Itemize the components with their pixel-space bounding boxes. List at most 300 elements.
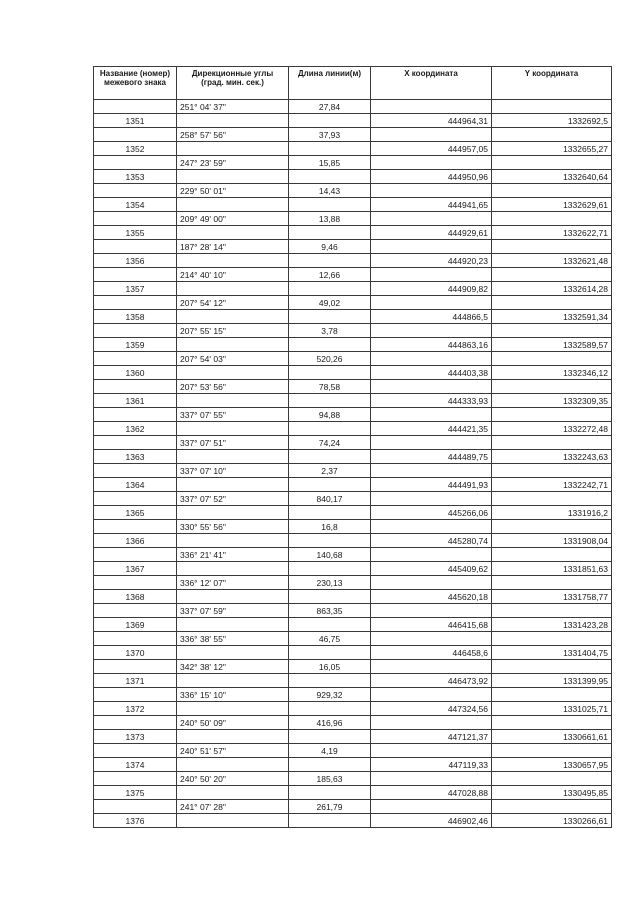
line-length-cell: 929,32 bbox=[289, 688, 371, 702]
segment-name-empty bbox=[94, 268, 177, 282]
direction-angle-cell: 240° 51' 57" bbox=[177, 744, 289, 758]
point-row bbox=[94, 170, 612, 184]
line-length-cell: 14,43 bbox=[289, 184, 371, 198]
x-coordinate-cell: 447324,56 bbox=[371, 702, 492, 716]
segment-y-empty bbox=[492, 492, 612, 506]
direction-angle-cell: 337° 07' 52" bbox=[177, 492, 289, 506]
segment-row bbox=[94, 688, 612, 702]
segment-name-empty bbox=[94, 156, 177, 170]
y-coordinate-cell: 1331025,71 bbox=[492, 702, 612, 716]
segment-x-empty bbox=[371, 212, 492, 226]
segment-y-empty bbox=[492, 800, 612, 814]
point-row bbox=[94, 590, 612, 604]
direction-angle-cell: 337° 07' 55" bbox=[177, 408, 289, 422]
segment-y-empty bbox=[492, 772, 612, 786]
mark-name-cell: 1373 bbox=[94, 730, 177, 744]
table-header-row bbox=[94, 67, 612, 100]
segment-name-empty bbox=[94, 688, 177, 702]
line-length-cell: 140,68 bbox=[289, 548, 371, 562]
point-angle-empty bbox=[177, 142, 289, 156]
x-coordinate-cell: 444941,65 bbox=[371, 198, 492, 212]
line-length-cell: 74,24 bbox=[289, 436, 371, 450]
segment-row bbox=[94, 128, 612, 142]
segment-row bbox=[94, 716, 612, 730]
point-row bbox=[94, 226, 612, 240]
point-row bbox=[94, 506, 612, 520]
segment-x-empty bbox=[371, 156, 492, 170]
segment-name-empty bbox=[94, 772, 177, 786]
segment-y-empty bbox=[492, 660, 612, 674]
segment-name-empty bbox=[94, 632, 177, 646]
direction-angle-cell: 241° 07' 28" bbox=[177, 800, 289, 814]
x-coordinate-cell: 446473,92 bbox=[371, 674, 492, 688]
mark-name-cell: 1362 bbox=[94, 422, 177, 436]
segment-y-empty bbox=[492, 324, 612, 338]
segment-x-empty bbox=[371, 408, 492, 422]
segment-y-empty bbox=[492, 436, 612, 450]
point-angle-empty bbox=[177, 198, 289, 212]
segment-name-empty bbox=[94, 716, 177, 730]
direction-angle-cell: 337° 07' 59" bbox=[177, 604, 289, 618]
point-angle-empty bbox=[177, 758, 289, 772]
point-length-empty bbox=[289, 702, 371, 716]
mark-name-cell: 1372 bbox=[94, 702, 177, 716]
line-length-cell: 230,13 bbox=[289, 576, 371, 590]
point-row bbox=[94, 618, 612, 632]
x-coordinate-cell: 444403,38 bbox=[371, 366, 492, 380]
mark-name-cell: 1370 bbox=[94, 646, 177, 660]
mark-name-cell: 1368 bbox=[94, 590, 177, 604]
y-coordinate-cell: 1332640,64 bbox=[492, 170, 612, 184]
segment-row bbox=[94, 240, 612, 254]
direction-angle-cell: 251° 04' 37" bbox=[177, 100, 289, 114]
segment-name-empty bbox=[94, 240, 177, 254]
direction-angle-cell: 258° 57' 56" bbox=[177, 128, 289, 142]
segment-x-empty bbox=[371, 492, 492, 506]
x-coordinate-cell: 444421,35 bbox=[371, 422, 492, 436]
segment-row bbox=[94, 296, 612, 310]
point-row bbox=[94, 422, 612, 436]
direction-angle-cell: 240° 50' 20" bbox=[177, 772, 289, 786]
point-angle-empty bbox=[177, 170, 289, 184]
x-coordinate-cell: 445280,74 bbox=[371, 534, 492, 548]
x-coordinate-cell: 444863,16 bbox=[371, 338, 492, 352]
point-length-empty bbox=[289, 170, 371, 184]
y-coordinate-cell: 1332243,63 bbox=[492, 450, 612, 464]
segment-row bbox=[94, 772, 612, 786]
segment-name-empty bbox=[94, 296, 177, 310]
y-coordinate-cell: 1331423,28 bbox=[492, 618, 612, 632]
point-row bbox=[94, 394, 612, 408]
point-angle-empty bbox=[177, 282, 289, 296]
y-coordinate-cell: 1331758,77 bbox=[492, 590, 612, 604]
mark-name-cell: 1375 bbox=[94, 786, 177, 800]
segment-x-empty bbox=[371, 128, 492, 142]
segment-x-empty bbox=[371, 100, 492, 114]
point-length-empty bbox=[289, 618, 371, 632]
x-coordinate-cell: 444333,93 bbox=[371, 394, 492, 408]
point-angle-empty bbox=[177, 590, 289, 604]
point-length-empty bbox=[289, 338, 371, 352]
segment-name-empty bbox=[94, 324, 177, 338]
direction-angle-cell: 336° 15' 10" bbox=[177, 688, 289, 702]
segment-x-empty bbox=[371, 688, 492, 702]
table-body bbox=[94, 100, 612, 828]
x-coordinate-cell: 444909,82 bbox=[371, 282, 492, 296]
direction-angle-cell: 207° 55' 15" bbox=[177, 324, 289, 338]
y-coordinate-cell: 1332272,48 bbox=[492, 422, 612, 436]
segment-y-empty bbox=[492, 100, 612, 114]
point-length-empty bbox=[289, 534, 371, 548]
point-row bbox=[94, 730, 612, 744]
direction-angle-cell: 207° 54' 12" bbox=[177, 296, 289, 310]
x-coordinate-cell: 444489,75 bbox=[371, 450, 492, 464]
point-angle-empty bbox=[177, 702, 289, 716]
y-coordinate-cell: 1332346,12 bbox=[492, 366, 612, 380]
point-length-empty bbox=[289, 282, 371, 296]
x-coordinate-cell: 444964,31 bbox=[371, 114, 492, 128]
point-row bbox=[94, 310, 612, 324]
segment-row bbox=[94, 604, 612, 618]
line-length-cell: 416,96 bbox=[289, 716, 371, 730]
point-angle-empty bbox=[177, 114, 289, 128]
segment-x-empty bbox=[371, 800, 492, 814]
mark-name-cell: 1359 bbox=[94, 338, 177, 352]
segment-name-empty bbox=[94, 380, 177, 394]
mark-name-cell: 1369 bbox=[94, 618, 177, 632]
direction-angle-cell: 337° 07' 10" bbox=[177, 464, 289, 478]
segment-name-empty bbox=[94, 548, 177, 562]
x-coordinate-cell: 446458,6 bbox=[371, 646, 492, 660]
mark-name-cell: 1353 bbox=[94, 170, 177, 184]
segment-row bbox=[94, 380, 612, 394]
point-row bbox=[94, 282, 612, 296]
line-length-cell: 37,93 bbox=[289, 128, 371, 142]
line-length-cell: 185,63 bbox=[289, 772, 371, 786]
direction-angle-cell: 342° 38' 12" bbox=[177, 660, 289, 674]
mark-name-cell: 1367 bbox=[94, 562, 177, 576]
x-coordinate-cell: 444920,23 bbox=[371, 254, 492, 268]
segment-y-empty bbox=[492, 296, 612, 310]
line-length-cell: 4,19 bbox=[289, 744, 371, 758]
segment-name-empty bbox=[94, 408, 177, 422]
y-coordinate-cell: 1332692,5 bbox=[492, 114, 612, 128]
x-coordinate-cell: 445266,06 bbox=[371, 506, 492, 520]
point-angle-empty bbox=[177, 674, 289, 688]
y-coordinate-cell: 1332655,27 bbox=[492, 142, 612, 156]
direction-angle-cell: 229° 50' 01" bbox=[177, 184, 289, 198]
mark-name-cell: 1376 bbox=[94, 814, 177, 828]
y-coordinate-cell: 1332621,48 bbox=[492, 254, 612, 268]
segment-x-empty bbox=[371, 772, 492, 786]
segment-row bbox=[94, 548, 612, 562]
segment-row bbox=[94, 744, 612, 758]
point-angle-empty bbox=[177, 506, 289, 520]
point-angle-empty bbox=[177, 394, 289, 408]
point-row bbox=[94, 786, 612, 800]
point-length-empty bbox=[289, 646, 371, 660]
segment-row bbox=[94, 464, 612, 478]
point-angle-empty bbox=[177, 226, 289, 240]
segment-x-empty bbox=[371, 324, 492, 338]
segment-row bbox=[94, 632, 612, 646]
line-length-cell: 16,8 bbox=[289, 520, 371, 534]
x-coordinate-cell: 447119,33 bbox=[371, 758, 492, 772]
segment-name-empty bbox=[94, 436, 177, 450]
point-row bbox=[94, 254, 612, 268]
point-angle-empty bbox=[177, 534, 289, 548]
point-angle-empty bbox=[177, 730, 289, 744]
mark-name-cell: 1374 bbox=[94, 758, 177, 772]
direction-angle-cell: 336° 12' 07" bbox=[177, 576, 289, 590]
x-coordinate-cell: 444950,96 bbox=[371, 170, 492, 184]
y-coordinate-cell: 1332242,71 bbox=[492, 478, 612, 492]
mark-name-cell: 1360 bbox=[94, 366, 177, 380]
segment-x-empty bbox=[371, 520, 492, 534]
segment-row bbox=[94, 352, 612, 366]
direction-angle-cell: 207° 54' 03" bbox=[177, 352, 289, 366]
point-length-empty bbox=[289, 226, 371, 240]
direction-angle-cell: 209° 49' 00" bbox=[177, 212, 289, 226]
point-angle-empty bbox=[177, 422, 289, 436]
segment-row bbox=[94, 156, 612, 170]
point-angle-empty bbox=[177, 618, 289, 632]
point-length-empty bbox=[289, 478, 371, 492]
point-angle-empty bbox=[177, 338, 289, 352]
point-length-empty bbox=[289, 562, 371, 576]
segment-name-empty bbox=[94, 464, 177, 478]
y-coordinate-cell: 1332591,34 bbox=[492, 310, 612, 324]
direction-angle-cell: 337° 07' 51" bbox=[177, 436, 289, 450]
x-coordinate-cell: 444957,05 bbox=[371, 142, 492, 156]
direction-angle-cell: 330° 55' 56" bbox=[177, 520, 289, 534]
line-length-cell: 49,02 bbox=[289, 296, 371, 310]
segment-name-empty bbox=[94, 604, 177, 618]
segment-y-empty bbox=[492, 632, 612, 646]
segment-row bbox=[94, 324, 612, 338]
segment-y-empty bbox=[492, 688, 612, 702]
x-coordinate-cell: 445620,18 bbox=[371, 590, 492, 604]
segment-row bbox=[94, 520, 612, 534]
y-coordinate-cell: 1330661,61 bbox=[492, 730, 612, 744]
segment-row bbox=[94, 492, 612, 506]
point-angle-empty bbox=[177, 814, 289, 828]
point-angle-empty bbox=[177, 254, 289, 268]
segment-name-empty bbox=[94, 100, 177, 114]
segment-row bbox=[94, 408, 612, 422]
segment-x-empty bbox=[371, 716, 492, 730]
mark-name-cell: 1358 bbox=[94, 310, 177, 324]
point-length-empty bbox=[289, 366, 371, 380]
segment-y-empty bbox=[492, 184, 612, 198]
segment-name-empty bbox=[94, 800, 177, 814]
segment-name-empty bbox=[94, 520, 177, 534]
point-row bbox=[94, 366, 612, 380]
point-length-empty bbox=[289, 758, 371, 772]
segment-name-empty bbox=[94, 128, 177, 142]
point-row bbox=[94, 702, 612, 716]
direction-angle-cell: 336° 21' 41" bbox=[177, 548, 289, 562]
segment-name-empty bbox=[94, 184, 177, 198]
line-length-cell: 94,88 bbox=[289, 408, 371, 422]
point-row bbox=[94, 646, 612, 660]
point-length-empty bbox=[289, 254, 371, 268]
header-direction-angle: Дирекционные углы (град. мин. сек.) bbox=[177, 67, 289, 100]
mark-name-cell: 1361 bbox=[94, 394, 177, 408]
mark-name-cell: 1352 bbox=[94, 142, 177, 156]
y-coordinate-cell: 1332589,57 bbox=[492, 338, 612, 352]
x-coordinate-cell: 447028,88 bbox=[371, 786, 492, 800]
segment-y-empty bbox=[492, 352, 612, 366]
x-coordinate-cell: 445409,62 bbox=[371, 562, 492, 576]
y-coordinate-cell: 1331851,63 bbox=[492, 562, 612, 576]
segment-x-empty bbox=[371, 464, 492, 478]
line-length-cell: 12,66 bbox=[289, 268, 371, 282]
point-row bbox=[94, 142, 612, 156]
segment-row bbox=[94, 436, 612, 450]
segment-x-empty bbox=[371, 184, 492, 198]
mark-name-cell: 1363 bbox=[94, 450, 177, 464]
direction-angle-cell: 214° 40' 10" bbox=[177, 268, 289, 282]
direction-angle-cell: 247° 23' 59" bbox=[177, 156, 289, 170]
segment-y-empty bbox=[492, 520, 612, 534]
mark-name-cell: 1357 bbox=[94, 282, 177, 296]
point-row bbox=[94, 674, 612, 688]
point-length-empty bbox=[289, 198, 371, 212]
segment-y-empty bbox=[492, 548, 612, 562]
point-row bbox=[94, 198, 612, 212]
mark-name-cell: 1364 bbox=[94, 478, 177, 492]
y-coordinate-cell: 1331404,75 bbox=[492, 646, 612, 660]
segment-x-empty bbox=[371, 296, 492, 310]
line-length-cell: 840,17 bbox=[289, 492, 371, 506]
segment-name-empty bbox=[94, 576, 177, 590]
point-length-empty bbox=[289, 506, 371, 520]
direction-angle-cell: 240° 50' 09" bbox=[177, 716, 289, 730]
segment-y-empty bbox=[492, 268, 612, 282]
mark-name-cell: 1355 bbox=[94, 226, 177, 240]
point-row bbox=[94, 338, 612, 352]
y-coordinate-cell: 1331399,95 bbox=[492, 674, 612, 688]
segment-y-empty bbox=[492, 604, 612, 618]
point-row bbox=[94, 562, 612, 576]
y-coordinate-cell: 1330495,85 bbox=[492, 786, 612, 800]
segment-x-empty bbox=[371, 576, 492, 590]
segment-x-empty bbox=[371, 436, 492, 450]
mark-name-cell: 1365 bbox=[94, 506, 177, 520]
point-row bbox=[94, 534, 612, 548]
y-coordinate-cell: 1332629,61 bbox=[492, 198, 612, 212]
mark-name-cell: 1356 bbox=[94, 254, 177, 268]
header-x-coordinate: Х координата bbox=[371, 67, 492, 100]
segment-y-empty bbox=[492, 744, 612, 758]
y-coordinate-cell: 1332622,71 bbox=[492, 226, 612, 240]
line-length-cell: 15,85 bbox=[289, 156, 371, 170]
x-coordinate-cell: 446415,68 bbox=[371, 618, 492, 632]
segment-name-empty bbox=[94, 744, 177, 758]
segment-x-empty bbox=[371, 632, 492, 646]
point-length-empty bbox=[289, 114, 371, 128]
point-row bbox=[94, 758, 612, 772]
point-length-empty bbox=[289, 394, 371, 408]
segment-row bbox=[94, 268, 612, 282]
mark-name-cell: 1371 bbox=[94, 674, 177, 688]
segment-y-empty bbox=[492, 240, 612, 254]
segment-row bbox=[94, 576, 612, 590]
segment-row bbox=[94, 660, 612, 674]
segment-name-empty bbox=[94, 660, 177, 674]
mark-name-cell: 1354 bbox=[94, 198, 177, 212]
mark-name-cell: 1351 bbox=[94, 114, 177, 128]
y-coordinate-cell: 1332614,28 bbox=[492, 282, 612, 296]
point-angle-empty bbox=[177, 310, 289, 324]
line-length-cell: 9,46 bbox=[289, 240, 371, 254]
y-coordinate-cell: 1331916,2 bbox=[492, 506, 612, 520]
point-length-empty bbox=[289, 730, 371, 744]
point-angle-empty bbox=[177, 366, 289, 380]
line-length-cell: 16,05 bbox=[289, 660, 371, 674]
line-length-cell: 261,79 bbox=[289, 800, 371, 814]
segment-row bbox=[94, 800, 612, 814]
x-coordinate-cell: 447121,37 bbox=[371, 730, 492, 744]
line-length-cell: 27,84 bbox=[289, 100, 371, 114]
x-coordinate-cell: 444491,93 bbox=[371, 478, 492, 492]
line-length-cell: 46,75 bbox=[289, 632, 371, 646]
line-length-cell: 520,26 bbox=[289, 352, 371, 366]
segment-x-empty bbox=[371, 548, 492, 562]
segment-x-empty bbox=[371, 660, 492, 674]
point-row bbox=[94, 114, 612, 128]
line-length-cell: 78,58 bbox=[289, 380, 371, 394]
segment-x-empty bbox=[371, 352, 492, 366]
point-row bbox=[94, 450, 612, 464]
direction-angle-cell: 336° 38' 55" bbox=[177, 632, 289, 646]
point-length-empty bbox=[289, 310, 371, 324]
segment-y-empty bbox=[492, 212, 612, 226]
segment-y-empty bbox=[492, 576, 612, 590]
line-length-cell: 863,35 bbox=[289, 604, 371, 618]
point-length-empty bbox=[289, 450, 371, 464]
segment-row bbox=[94, 100, 612, 114]
segment-name-empty bbox=[94, 492, 177, 506]
segment-y-empty bbox=[492, 464, 612, 478]
line-length-cell: 3,78 bbox=[289, 324, 371, 338]
line-length-cell: 2,37 bbox=[289, 464, 371, 478]
segment-y-empty bbox=[492, 380, 612, 394]
x-coordinate-cell: 444929,61 bbox=[371, 226, 492, 240]
point-angle-empty bbox=[177, 450, 289, 464]
point-angle-empty bbox=[177, 646, 289, 660]
segment-name-empty bbox=[94, 212, 177, 226]
x-coordinate-cell: 444866,5 bbox=[371, 310, 492, 324]
point-length-empty bbox=[289, 786, 371, 800]
point-length-empty bbox=[289, 814, 371, 828]
header-mark-name: Название (номер) межевого знака bbox=[94, 67, 177, 100]
segment-row bbox=[94, 184, 612, 198]
y-coordinate-cell: 1330657,95 bbox=[492, 758, 612, 772]
direction-angle-cell: 187° 28' 14" bbox=[177, 240, 289, 254]
y-coordinate-cell: 1331908,04 bbox=[492, 534, 612, 548]
mark-name-cell: 1366 bbox=[94, 534, 177, 548]
segment-y-empty bbox=[492, 716, 612, 730]
direction-angle-cell: 207° 53' 56" bbox=[177, 380, 289, 394]
boundary-marks-table bbox=[93, 66, 612, 828]
header-line-length: Длина линии(м) bbox=[289, 67, 371, 100]
segment-row bbox=[94, 212, 612, 226]
segment-name-empty bbox=[94, 352, 177, 366]
point-length-empty bbox=[289, 674, 371, 688]
point-angle-empty bbox=[177, 786, 289, 800]
